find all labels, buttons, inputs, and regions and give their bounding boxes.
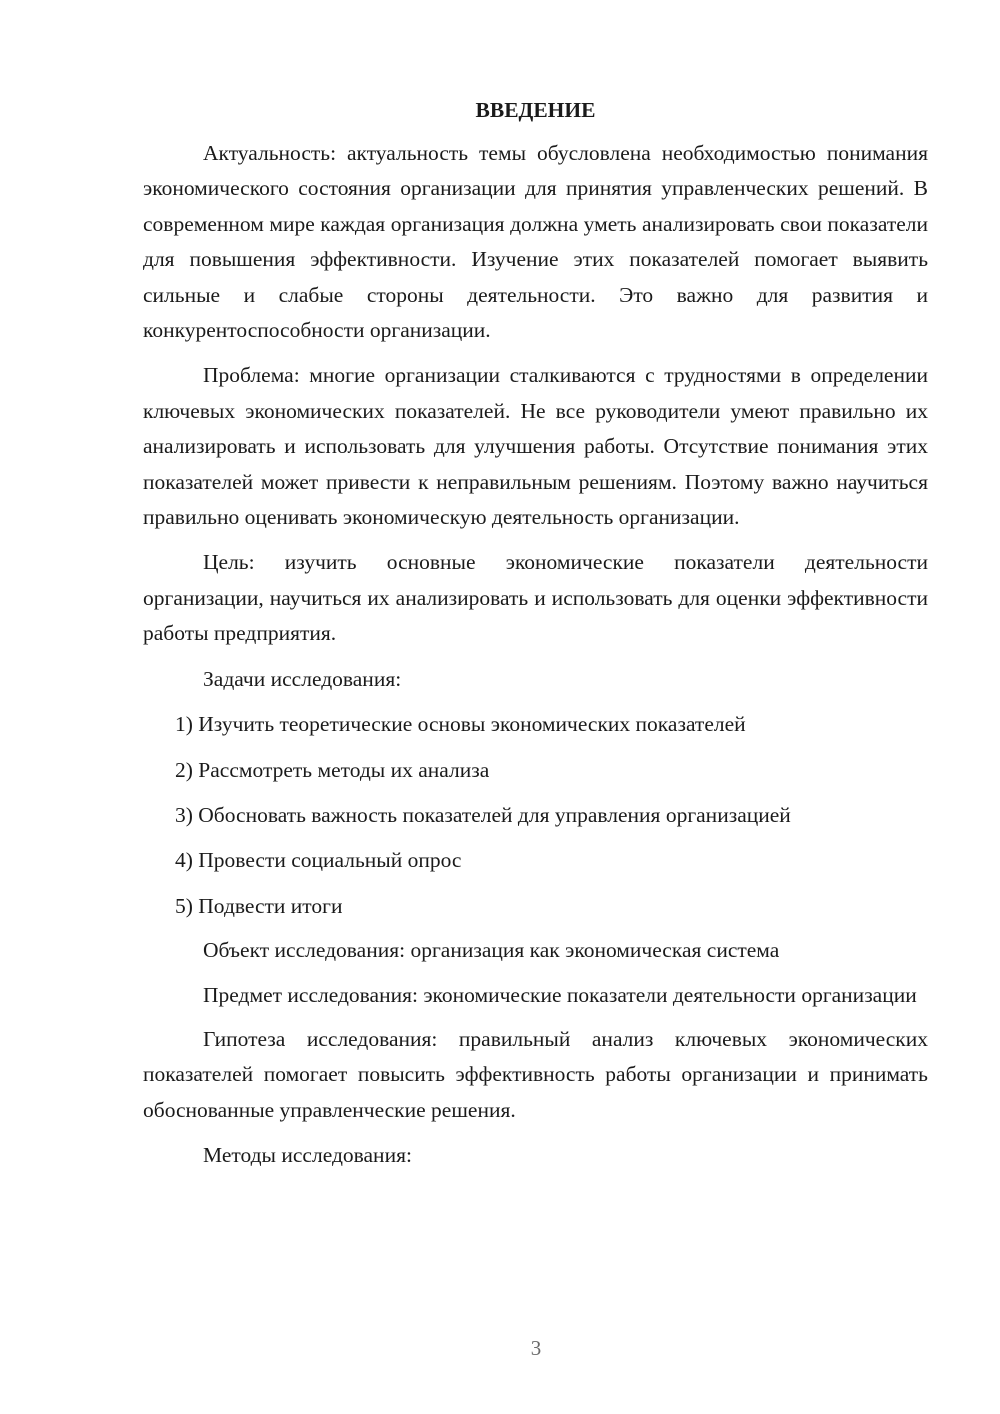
- page-number: 3: [530, 1336, 542, 1360]
- page-content: [143, 93, 928, 1174]
- page-title: ВВЕДЕНИЕ: [475, 98, 596, 122]
- relevance-paragraph: Актуальность: актуальность темы обусловлена необходимостью понимания экономического состояния организации для принятия управленческих решений. В современном мире каждая организация должна уметь анализировать свои показатели для повышения эффективности. Изучение этих показателей помогает выявить сильные и слабые стороны деятельности. Это важно для развития и конкурентоспособности организации.: [143, 141, 928, 343]
- subject-paragraph: Предмет исследования: экономические показатели деятельности организации: [203, 982, 917, 1007]
- goal-paragraph: Цель: изучить основные экономические показатели деятельности организации, научиться их анализировать и использовать для оценки эффективности работы предприятия.: [143, 550, 928, 646]
- hypothesis-paragraph: Гипотеза исследования: правильный анализ ключевых экономических показателей помогает повысить эффективность работы организации и принимать обоснованные управленческие решения.: [143, 1026, 928, 1122]
- methods-heading: Методы исследования:: [203, 1143, 412, 1168]
- object-paragraph: Объект исследования: организация как экономическая система: [203, 938, 780, 963]
- tasks-heading: Задачи исследования:: [203, 666, 402, 691]
- problem-paragraph: Проблема: многие организации сталкиваются с трудностями в определении ключевых экономических показателей. Не все руководители умеют правильно их анализировать и использовать для улучшения работы. Отсутствие понимания этих показателей может привести к неправильным решениям. Поэтому важно научиться правильно оценивать экономическую деятельность организации.: [143, 363, 928, 530]
- task-item: 3) Обосновать важность показателей для управления организацией: [175, 802, 791, 827]
- task-item: 2) Рассмотреть методы их анализа: [175, 757, 490, 782]
- task-item: 5) Подвести итоги: [175, 893, 343, 918]
- task-item: 4) Провести социальный опрос: [175, 848, 462, 873]
- task-item: 1) Изучить теоретические основы экономических показателей: [175, 712, 746, 737]
- tasks-list: [143, 707, 928, 924]
